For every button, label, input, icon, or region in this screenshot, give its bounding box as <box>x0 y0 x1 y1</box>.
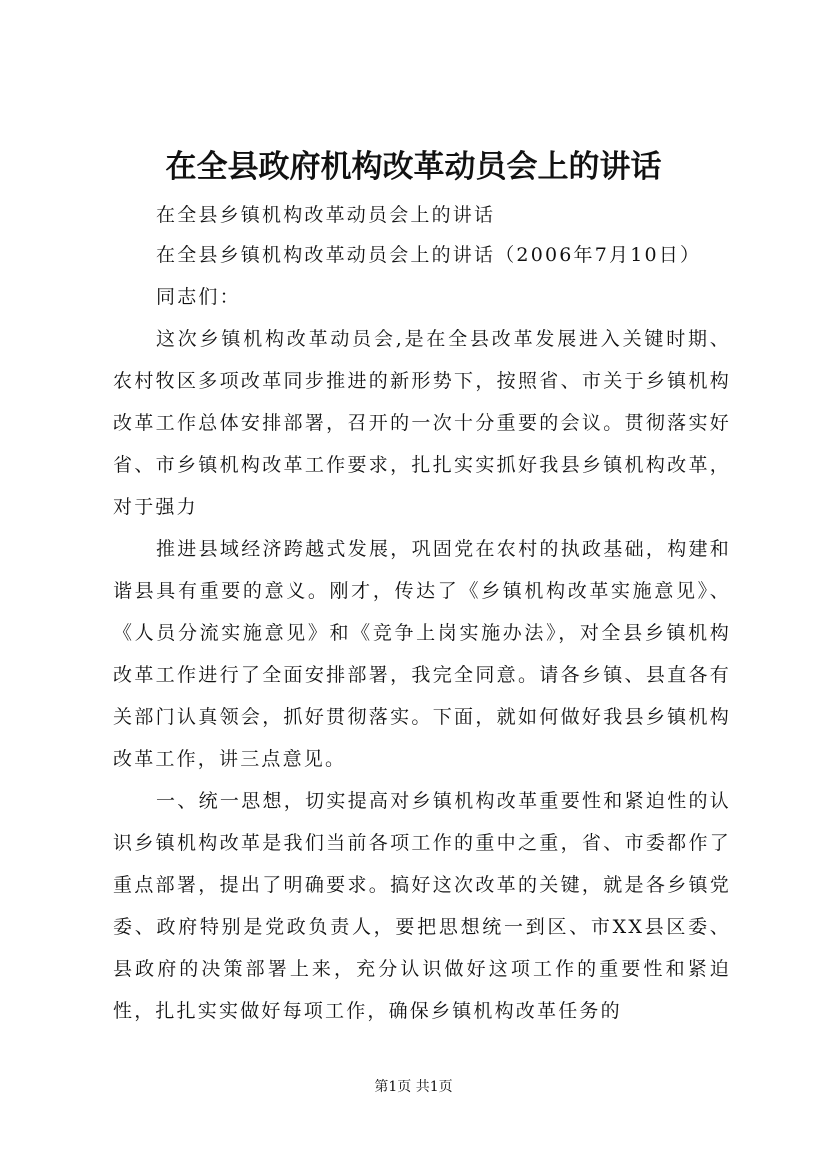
document-title: 在全县政府机构改革动员会上的讲话 <box>165 149 662 185</box>
paragraph-subtitle: 在全县乡镇机构改革动员会上的讲话 <box>156 204 496 226</box>
document-body <box>113 196 731 1032</box>
paragraph-body: 推进县域经济跨越式发展，巩固党在农村的执政基础，构建和谐县具有重要的意义。刚才，传达了《乡镇机构改革实施意见》、《人员分流实施意见》和《竞争上岗实施办法》，对全县乡镇机构改革工作进行了全面安排部署，我完全同意。请各乡镇、县直各有关部门认真领会，抓好贯彻落实。下面，就如何做好我县乡镇机构改革工作，讲三点意见。 <box>113 538 731 770</box>
paragraph-body: 这次乡镇机构改革动员会,是在全县改革发展进入关键时期、农村牧区多项改革同步推进的新形势下，按照省、市关于乡镇机构改革工作总体安排部署，召开的一次十分重要的会议。贯彻落实好省、市乡镇机构改革工作要求，扎扎实实抓好我县乡镇机构改革，对于强力 <box>113 328 731 518</box>
paragraph-salutation: 同志们： <box>156 286 241 308</box>
paragraph-body: 一、统一思想，切实提高对乡镇机构改革重要性和紧迫性的认识乡镇机构改革是我们当前各项工作的重中之重，省、市委都作了重点部署，提出了明确要求。搞好这次改革的关键，就是各乡镇党委、政府特别是党政负责人，要把思想统一到区、市XX县区委、县政府的决策部署上来，充分认识做好这项工作的重要性和紧迫性，扎扎实实做好每项工作，确保乡镇机构改革任务的 <box>113 790 731 1022</box>
paragraph-heading-date: 在全县乡镇机构改革动员会上的讲话（2006年7月10日） <box>156 244 702 266</box>
page-number-footer: 第1页 共1页 <box>374 1079 453 1095</box>
